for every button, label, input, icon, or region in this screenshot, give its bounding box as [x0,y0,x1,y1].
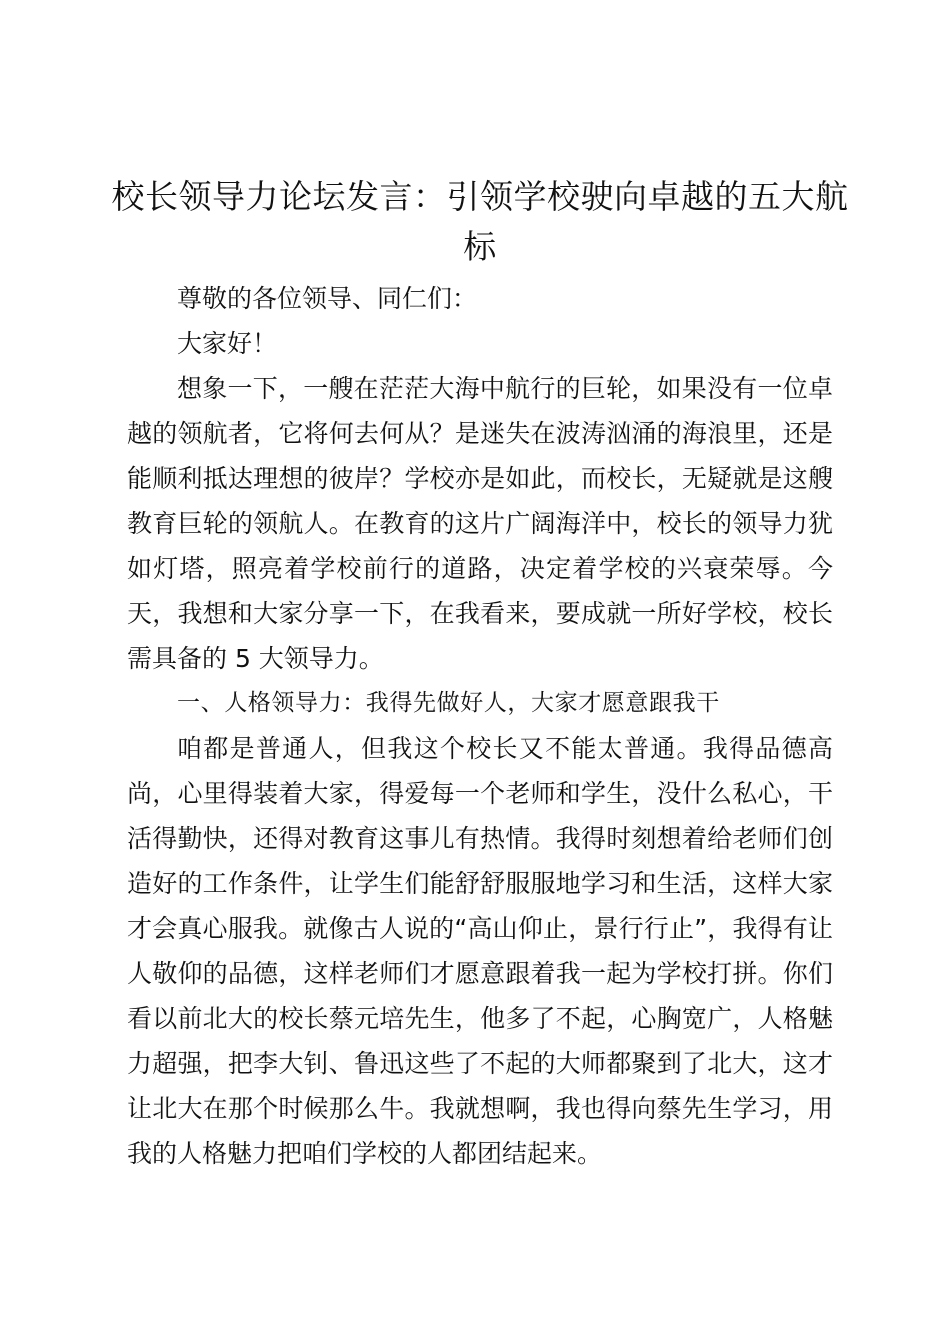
greeting: 大家好！ [177,329,278,358]
document-body [127,276,833,1176]
section-paragraph: 咱都是普通人，但我这个校长又不能太普通。我得品德高尚，心里得装着大家，得爱每一个老师和学生，没什么私心，干活得勤快，还得对教育这事儿有热情。我得时刻想着给老师们创造好的工作条件，让学生们能舒舒服服地学习和生活，这样大家才会真心服我。就像古人说的“高山仰止，景行行止”，我得有让人敬仰的品德，这样老师们才愿意跟着我一起为学校打拼。你们看以前北大的校长蔡元培先生，他多了不起，心胸宽广，人格魅力超强，把李大钊、鲁迅这些了不起的大师都聚到了北大，这才让北大在那个时候那么牛。我就想啊，我也得向蔡先生学习，用我的人格魅力把咱们学校的人都团结起来。 [127,734,833,1168]
salutation: 尊敬的各位领导、同仁们： [177,284,478,313]
section-heading: 一、人格领导力：我得先做好人，大家才愿意跟我干 [177,690,720,716]
document-title: 校长领导力论坛发言：引领学校驶向卓越的五大航标 [111,177,849,266]
intro-paragraph: 想象一下，一艘在茫茫大海中航行的巨轮，如果没有一位卓越的领航者，它将何去何从？是迷失在波涛汹涌的海浪里，还是能顺利抵达理想的彼岸？学校亦是如此，而校长，无疑就是这艘教育巨轮的领航人。在教育的这片广阔海洋中，校长的领导力犹如灯塔，照亮着学校前行的道路，决定着学校的兴衰荣辱。今天，我想和大家分享一下，在我看来，要成就一所好学校，校长需具备的 5 大领导力。 [127,374,833,673]
